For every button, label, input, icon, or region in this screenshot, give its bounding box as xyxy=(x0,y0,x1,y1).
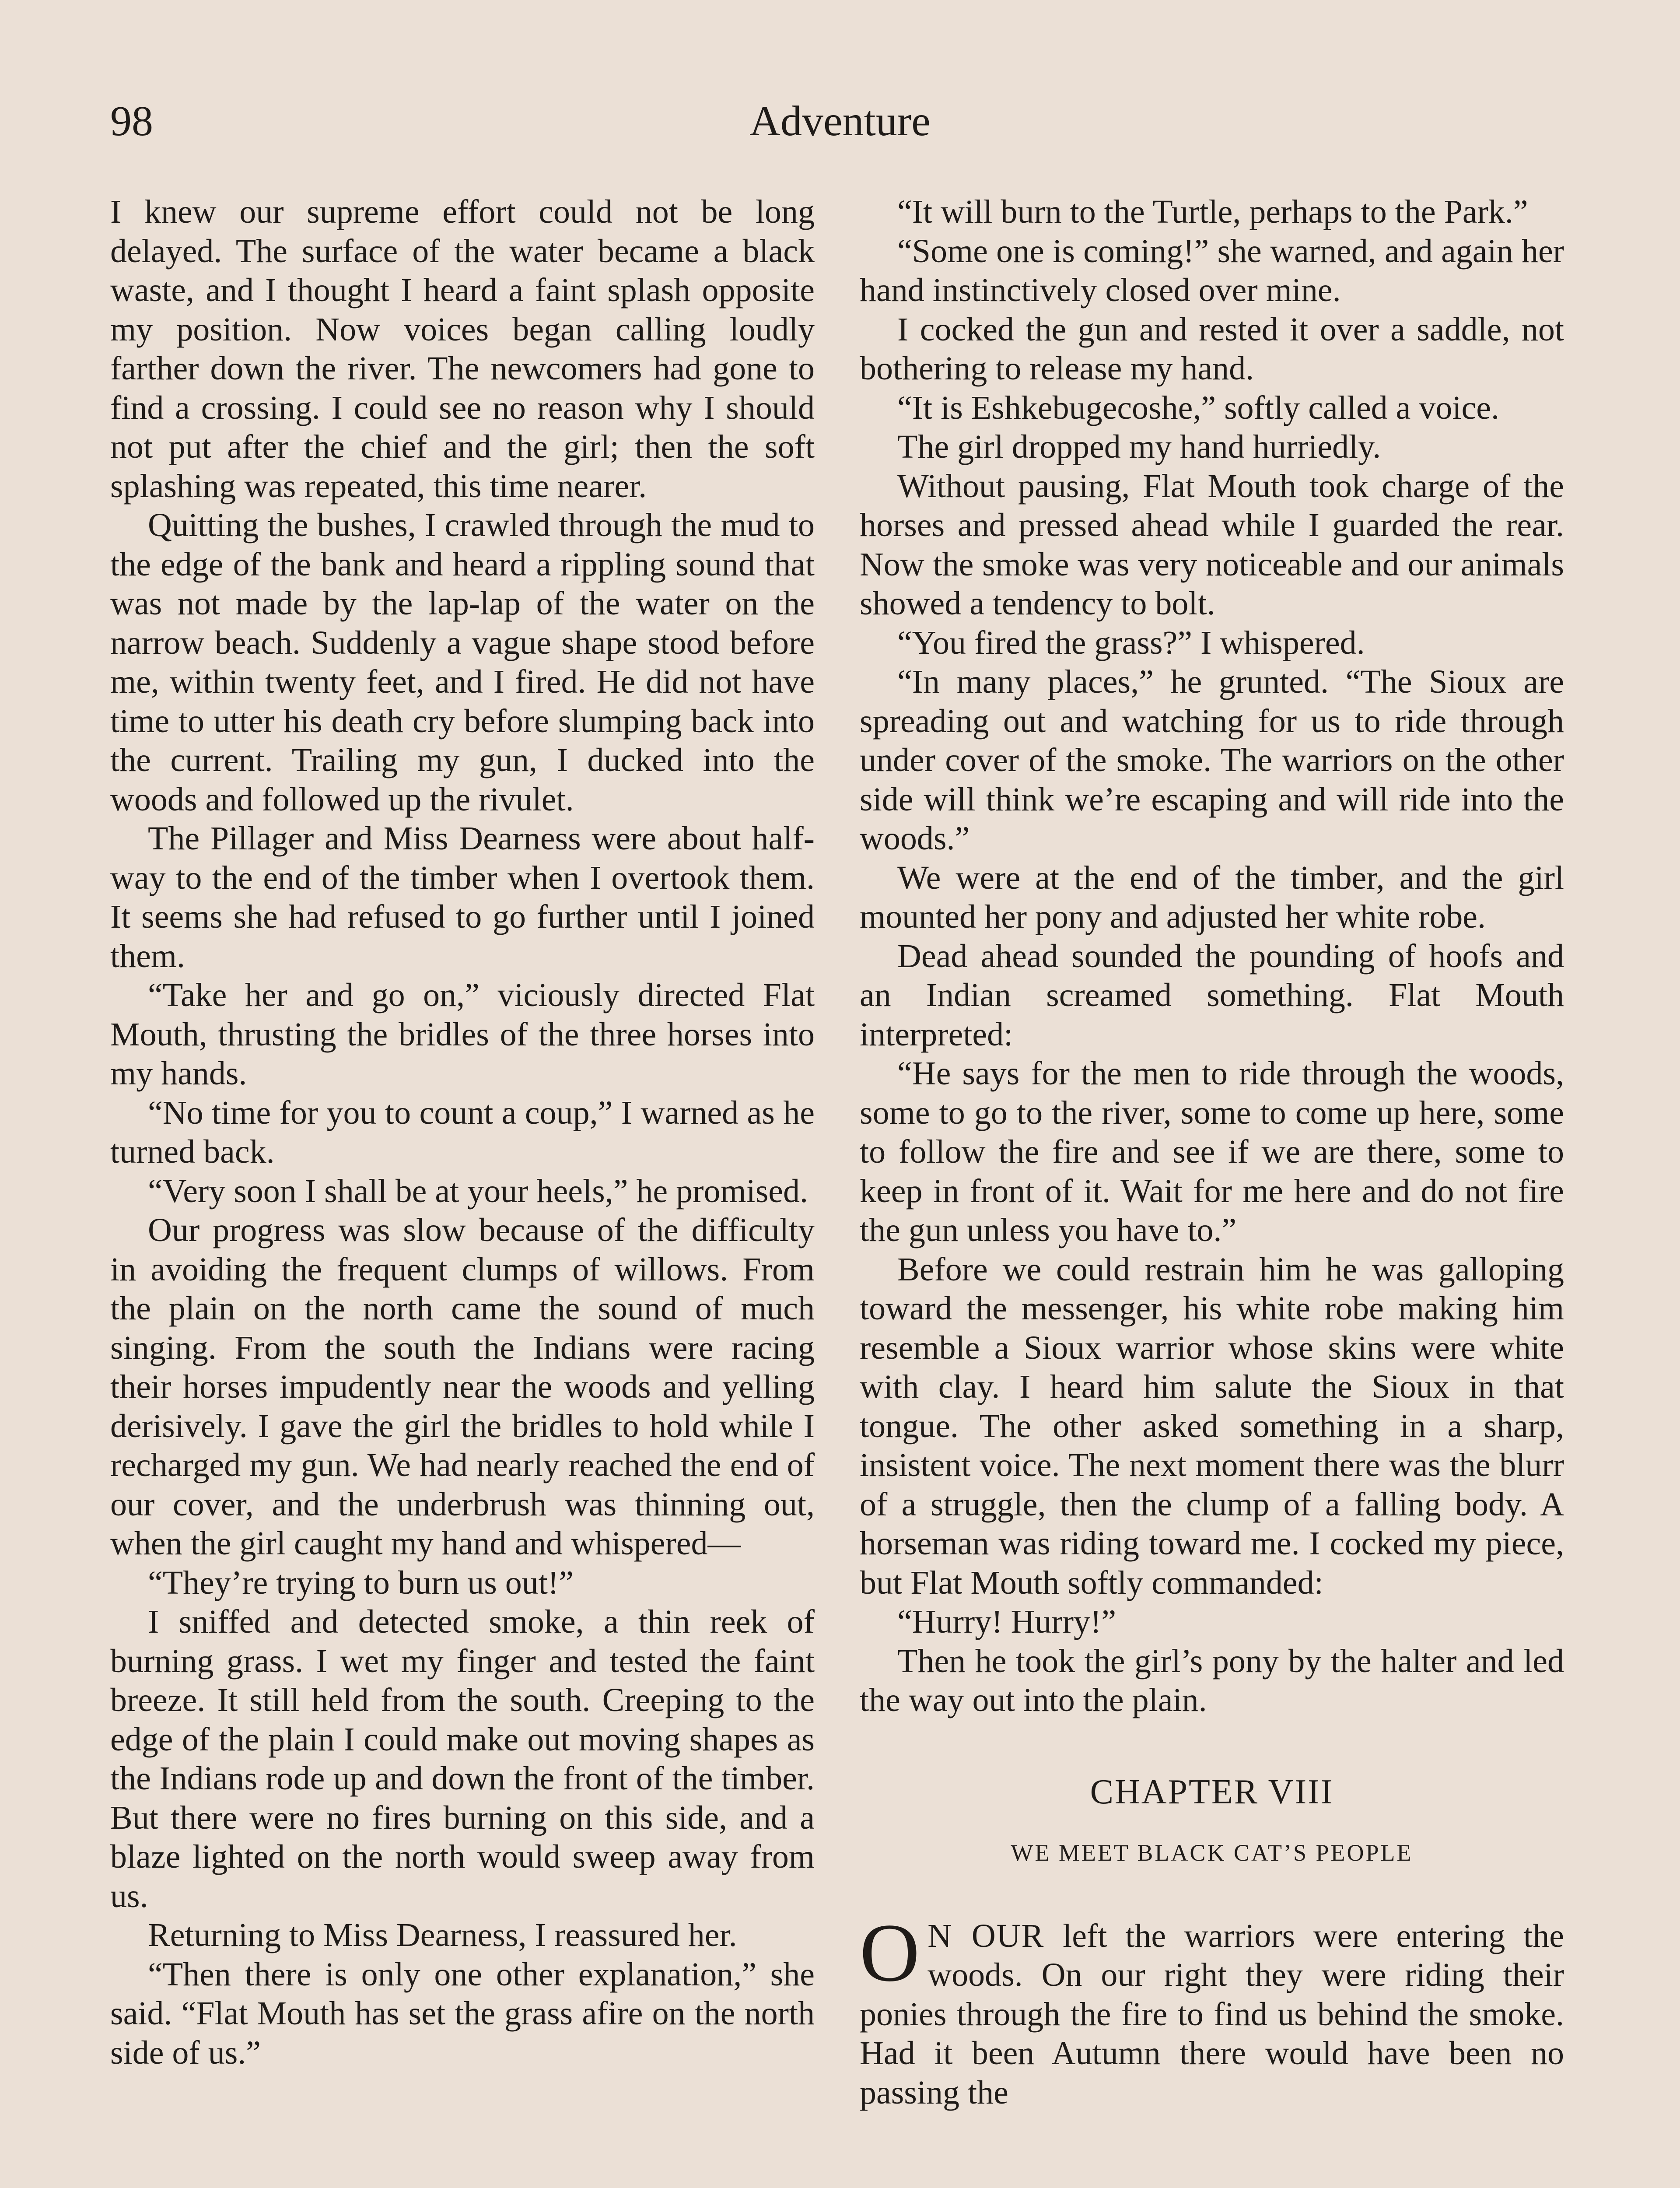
paragraph: “You fired the grass?” I whispered. xyxy=(897,624,1365,661)
opening-text: left the warriors were entering the woods. On our right they were riding their ponies through the fire to find us behind the smoke. Had it been Autumn there would have been no passing the xyxy=(860,1917,1564,2111)
paragraph: “Hurry! Hurry!” xyxy=(897,1603,1116,1640)
right-column xyxy=(860,193,1564,2112)
paragraph: I sniffed and detected smoke, a thin reek of burning grass. I wet my finger and tested the faint breeze. It still held from the south. Creeping to the edge of the plain I could make out moving shapes as the Indians rode up and down the front of the timber. But there were no fires burning on this side, and a blaze lighted on the north would sweep away from us. xyxy=(110,1603,815,1914)
opening-small-caps: N OUR xyxy=(928,1917,1045,1954)
paragraph: Returning to Miss Dearness, I reassured her. xyxy=(148,1917,737,1953)
paragraph: “Take her and go on,” viciously directed Flat Mouth, thrusting the bridles of the three horses into my hands. xyxy=(110,977,815,1092)
paragraph: “They’re trying to burn us out!” xyxy=(148,1564,574,1601)
paragraph: The girl dropped my hand hurriedly. xyxy=(897,428,1381,465)
paragraph: “Then there is only one other explanation,” she said. “Flat Mouth has set the grass afire on the north side of us.” xyxy=(110,1956,815,2071)
paragraph: “It will burn to the Turtle, perhaps to the Park.” xyxy=(897,193,1528,230)
paragraph: The Pillager and Miss Dearness were about half-way to the end of the timber when I overtook them. It seems she had refused to go further until I joined them. xyxy=(110,820,815,975)
drop-cap: O xyxy=(860,1907,920,1999)
chapter-title: CHAPTER VIII xyxy=(1090,1772,1334,1811)
paragraph: I knew our supreme effort could not be long delayed. The surface of the water became a black waste, and I thought I heard a faint splash opposite my position. Now voices began calling loudly farther down the river. The newcomers had gone to find a crossing. I could see no reason why I should not put after the chief and the girl; then the soft splashing was repeated, this time nearer. xyxy=(110,193,815,505)
paragraph: Then he took the girl’s pony by the halter and led the way out into the plain. xyxy=(860,1642,1564,1718)
paragraph: I cocked the gun and rested it over a saddle, not bothering to release my hand. xyxy=(860,311,1564,387)
paragraph: “In many places,” he grunted. “The Sioux are spreading out and watching for us to ride through under cover of the smoke. The warriors on the other side will think we’re escaping and will ride into the woods.” xyxy=(860,663,1564,857)
chapter-subtitle: WE MEET BLACK CAT’S PEOPLE xyxy=(1011,1840,1413,1866)
paragraph: We were at the end of the timber, and the girl mounted her pony and adjusted her white robe. xyxy=(860,859,1564,935)
paragraph: “He says for the men to ride through the woods, some to go to the river, some to come up here, some to follow the fire and see if we are there, some to keep in front of it. Wait for me here and do not fire the gun unless you have to.” xyxy=(860,1055,1564,1248)
paragraph: “It is Eshkebugecoshe,” softly called a voice. xyxy=(897,389,1499,426)
paragraph: Before we could restrain him he was galloping toward the messenger, his white robe making him resemble a Sioux warrior whose skins were white with clay. I heard him salute the Sioux in that tongue. The other asked something in a sharp, insistent voice. The next moment there was the blurr of a struggle, then the clump of a falling body. A horseman was riding toward me. I cocked my piece, but Flat Mouth softly commanded: xyxy=(860,1251,1564,1601)
paragraph: Without pausing, Flat Mouth took charge of the horses and pressed ahead while I guarded the rear. Now the smoke was very noticeable and our animals showed a tendency to bolt. xyxy=(860,467,1564,622)
left-column xyxy=(110,193,815,2072)
paragraph: Our progress was slow because of the difficulty in avoiding the frequent clumps of willows. From the plain on the north came the sound of much singing. From the south the Indians were racing their horses impudently near the woods and yelling derisively. I gave the girl the bridles to hold while I recharged my gun. We had nearly reached the end of our cover, and the underbrush was thinning out, when the girl caught my hand and whispered— xyxy=(110,1212,815,1562)
paragraph: “No time for you to count a coup,” I warned as he turned back. xyxy=(110,1094,815,1170)
paragraph: “Very soon I shall be at your heels,” he promised. xyxy=(148,1172,808,1210)
paragraph: Dead ahead sounded the pounding of hoofs and an Indian screamed something. Flat Mouth interpreted: xyxy=(860,937,1564,1053)
page-number: 98 xyxy=(110,98,153,145)
running-head: Adventure xyxy=(749,98,931,145)
paragraph: “Some one is coming!” she warned, and again her hand instinctively closed over mine. xyxy=(860,232,1564,309)
paragraph: Quitting the bushes, I crawled through the mud to the edge of the bank and heard a rippling sound that was not made by the lap-lap of the water on the narrow beach. Suddenly a vague shape stood before me, within twenty feet, and I fired. He did not have time to utter his death cry before slumping back into the current. Trailing my gun, I ducked into the woods and followed up the rivulet. xyxy=(110,507,815,818)
chapter-opening-paragraph xyxy=(860,1907,1564,2113)
